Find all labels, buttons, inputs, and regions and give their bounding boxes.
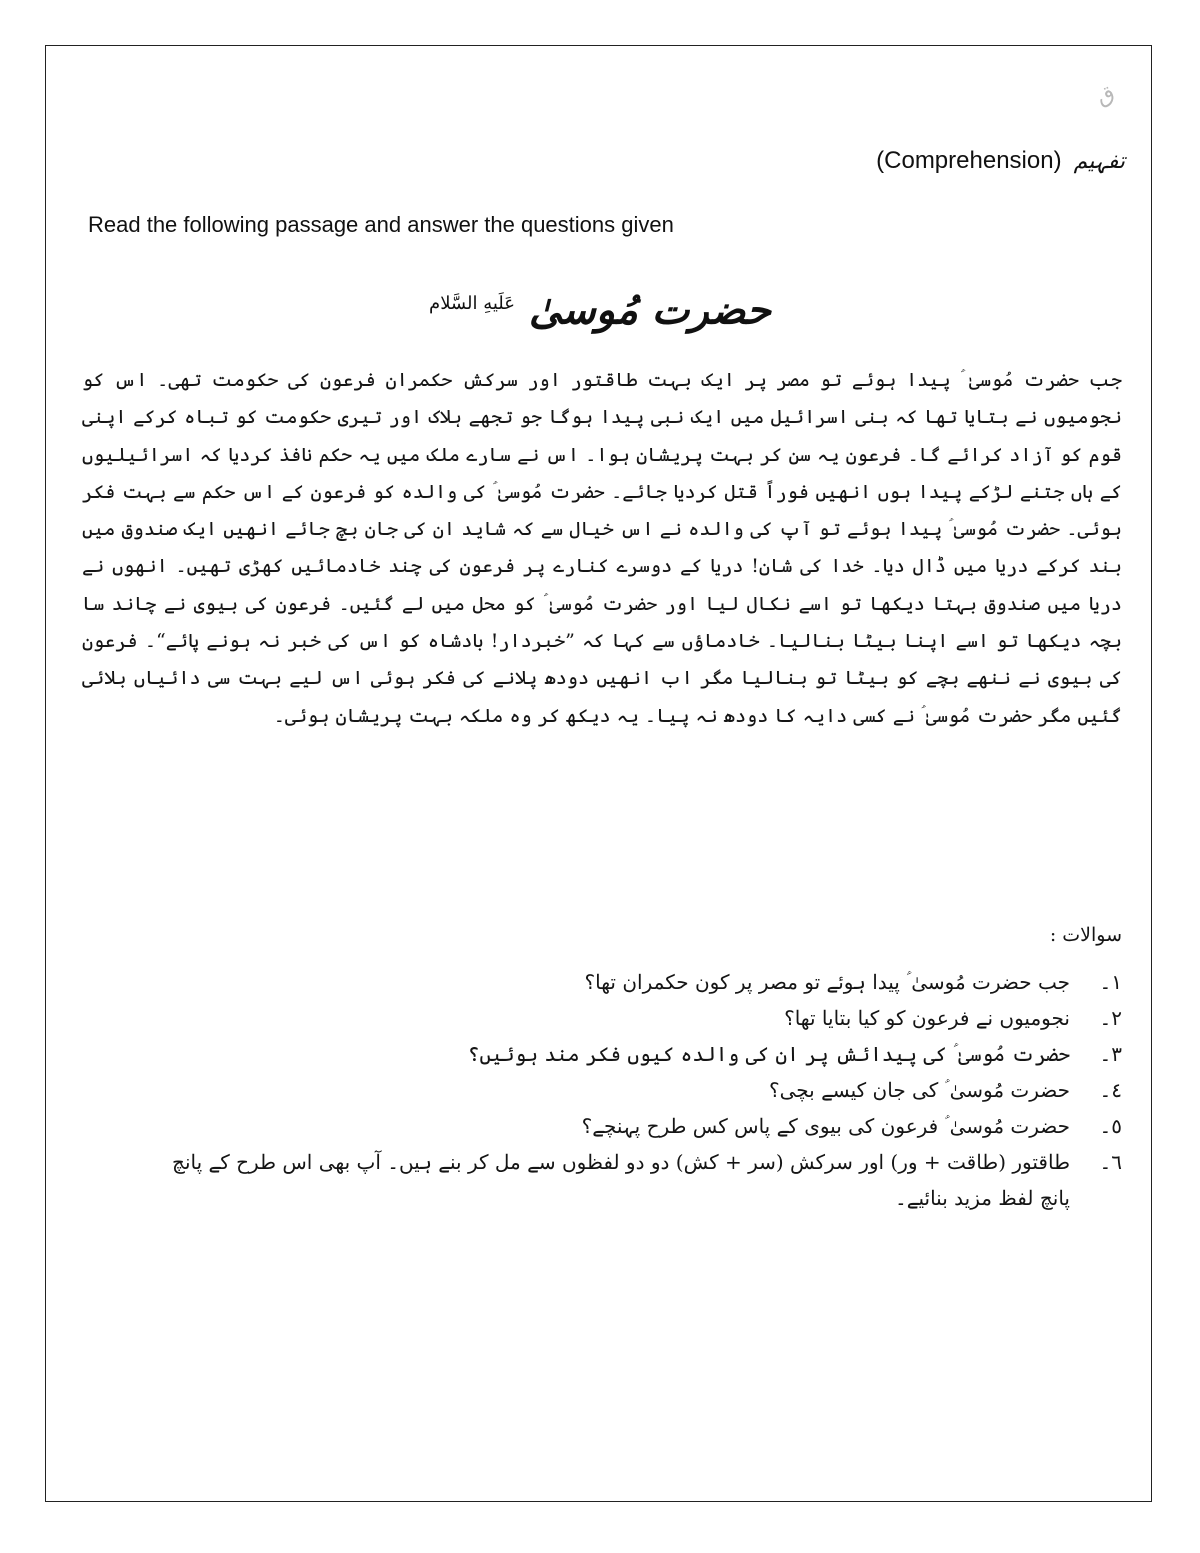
question-item	[82, 1108, 1122, 1144]
question-text: حضرت مُوسیٰ ؑ فرعون کی بیوی کے پاس کس طرح پہنچے؟	[581, 1114, 1070, 1138]
question-item	[82, 1072, 1122, 1108]
question-text-wrap	[82, 1144, 1070, 1216]
question-text: حضرت مُوسیٰ ؑ کی پیدائش پر ان کی والدہ کیوں فکر مند ہوئیں؟	[467, 1042, 1070, 1066]
question-item	[82, 1036, 1122, 1072]
question-continuation: پانچ لفظ مزید بنائیے۔	[895, 1186, 1070, 1210]
questions-heading: سوالات :	[1049, 924, 1122, 946]
section-heading	[760, 138, 1125, 184]
question-number: ٣۔	[1099, 1042, 1122, 1066]
question-number: ١۔	[1099, 970, 1122, 994]
question-item	[82, 1000, 1122, 1036]
page-border	[45, 45, 1152, 1502]
instruction-text: Read the following passage and answer the questions given	[88, 212, 674, 237]
question-number: ٤۔	[1099, 1078, 1122, 1102]
question-number: ٢۔	[1099, 1006, 1122, 1030]
title-honorific: عَلَیهِ السَّلام	[429, 293, 515, 314]
heading-urdu: تفہیم	[1073, 148, 1125, 174]
question-item	[82, 1144, 1122, 1216]
passage-title	[300, 268, 900, 340]
question-list	[82, 964, 1122, 1216]
title-name: حضرت مُوسیٰ	[528, 286, 771, 334]
question-number: ٦۔	[1099, 1150, 1122, 1174]
question-text: طاقتور (طاقت + ور) اور سرکش (سر + کش) دو دو لفظوں سے مل کر بنے ہیں۔ آپ بھی اس طرح کے پانچ	[172, 1150, 1070, 1174]
question-text: نجومیوں نے فرعون کو کیا بتایا تھا؟	[784, 1006, 1070, 1030]
question-text: جب حضرت مُوسیٰ ؑ پیدا ہوئے تو مصر پر کون حکمران تھا؟	[584, 970, 1070, 994]
question-text: حضرت مُوسیٰ ؑ کی جان کیسے بچی؟	[768, 1078, 1070, 1102]
question-item	[82, 964, 1122, 1000]
passage-body: جب حضرت مُوسیٰ ؑ پیدا ہوئے تو مصر پر ایک بہت طاقتور اور سرکش حکمران فرعون کی حکومت تھی۔ اس کو نجومیوں نے بتایا تھا کہ بنی اسرائیل میں ایک نبی پیدا ہوگا جو تجھے ہلاک اور تیری حکومت کو تباہ کرکے اپنی قوم کو آزاد کرائے گا۔ فرعون یہ سن کر بہت پریشان ہوا۔ اس نے سارے ملک میں یہ حکم نافذ کردیا کہ اسرائیلیوں کے ہاں جتنے لڑکے پیدا ہوں انھیں فوراً قتل کردیا جائے۔ حضرت مُوسیٰ ؑ کی والدہ کو فرعون کے اس حکم سے بہت فکر ہوئی۔ حضرت مُوسیٰ ؑ پیدا ہوئے تو آپ کی والدہ نے اس خیال سے کہ شاید ان کی جان بچ جائے انھیں ایک صندوق میں بند کرکے دریا میں ڈال دیا۔ خدا کی شان! دریا کے دوسرے کنارے پر فرعون کی چند خادمائیں کھڑی تھیں۔ انھوں نے دریا میں صندوق بہتا دیکھا تو اسے نکال لیا اور حضرت مُوسیٰ ؑ کو محل میں لے گئیں۔ فرعون کی بیوی نے چاند سا بچہ دیکھا تو اسے اپنا بیٹا بنالیا۔ خادماؤں سے کہا کہ ”خبردار! بادشاہ کو اس کی خبر نہ ہونے پائے“۔ فرعون کی بیوی نے ننھے بچے کو بیٹا تو بنالیا مگر اب انھیں دودھ پلانے کی فکر ہوئی اس لیے بہت سی دائیاں بلائی گئیں مگر حضرت مُوسیٰ ؑ نے کسی دایہ کا دودھ نہ پیا۔ یہ دیکھ کر وہ ملکہ بہت پریشان ہوئی۔	[82, 369, 1122, 727]
heading-english: (Comprehension)	[876, 147, 1062, 174]
question-number: ٥۔	[1099, 1114, 1122, 1138]
margin-mark: ق	[1093, 80, 1119, 111]
